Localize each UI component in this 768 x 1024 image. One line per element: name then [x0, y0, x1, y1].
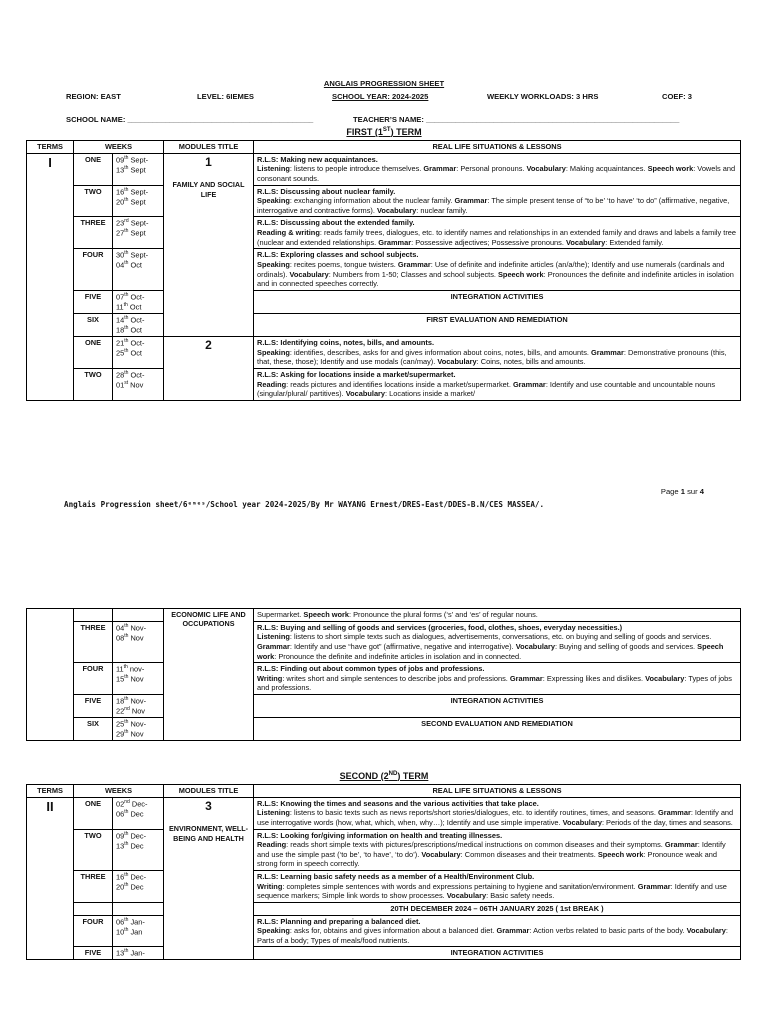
skill-text: : asks for, obtains and gives information about a balanced diet.	[289, 926, 497, 936]
skill-label: Vocabulary	[562, 817, 602, 827]
skill-label: Vocabulary	[515, 641, 555, 651]
term-continued	[27, 609, 74, 741]
page-gap	[0, 540, 768, 600]
skill-text: : Identify and use “have got” (affirmative, negative and interrogative).	[289, 641, 516, 651]
week-name: FOUR	[74, 663, 113, 695]
week-name: SIX	[74, 313, 113, 336]
skill-label: Grammar	[637, 881, 671, 891]
module-title: FAMILY AND SOCIAL LIFE	[172, 180, 245, 199]
skill-text: : Identify and use countable and uncountable nouns (singular/plural/ partitives).	[257, 379, 716, 399]
term-number: II	[27, 797, 74, 960]
weeks-header: WEEKS	[74, 141, 164, 154]
table-header-row	[27, 141, 741, 154]
skill-text: : recites poems, tongue twisters.	[289, 259, 398, 269]
skill-text: Supermarket.	[257, 610, 304, 619]
skill-label: Listening	[257, 808, 290, 818]
skill-text: : The simple present tense of “to be’ ‘to have’ ‘to do” (affirmative, negative, interrogative and contractive forms).	[257, 196, 730, 215]
skill-label: Speech work	[303, 610, 350, 619]
skill-text: : Numbers from 1-50; Classes and school subjects.	[328, 269, 498, 279]
week-name: ONE	[74, 797, 113, 829]
week-name: THREE	[74, 871, 113, 903]
lesson-cell	[254, 217, 741, 249]
coef-label: COEF: 3	[662, 92, 692, 101]
week-name: SIX	[74, 718, 113, 741]
week-dates	[113, 902, 164, 915]
table-row	[27, 829, 741, 871]
skill-text: : reads pictures and identifies locations inside a market/supermarket.	[286, 379, 513, 389]
skill-label: Grammar	[509, 673, 543, 683]
skill-label: Speaking	[257, 196, 290, 206]
weekly-workloads-label: WEEKLY WORKLOADS: 3 HRS	[487, 92, 599, 101]
second-term-table	[26, 784, 741, 960]
skill-label: Grammar	[257, 641, 290, 651]
lesson-cell	[254, 829, 741, 871]
skill-label: Listening	[257, 164, 290, 174]
week-name: TWO	[74, 369, 113, 401]
module-title: ECONOMIC LIFE AND OCCUPATIONS	[171, 610, 246, 629]
module-cell	[164, 609, 254, 741]
lesson-details	[257, 380, 737, 399]
skill-text: : Basic safety needs.	[486, 891, 555, 901]
skill-label: Speech work	[597, 849, 644, 859]
week-name: THREE	[74, 217, 113, 249]
lesson-cell	[254, 337, 741, 369]
skill-text: : Pronounce the plural forms (‘s’ and ‘es’ of regular nouns.	[349, 610, 538, 619]
rls-header: REAL LIFE SITUATIONS & LESSONS	[254, 141, 741, 154]
week-dates: 04th Nov- 08th Nov	[113, 621, 164, 663]
week-dates: 28th Oct- 01st Nov	[113, 369, 164, 401]
milestone-cell: FIRST EVALUATION AND REMEDIATION	[254, 313, 741, 336]
skill-label: Grammar	[512, 379, 546, 389]
skill-label: Vocabulary	[421, 849, 461, 859]
skill-label: Grammar	[496, 926, 530, 936]
table-row	[27, 695, 741, 718]
lesson-cell	[254, 871, 741, 903]
week-dates: 02nd Dec- 06th Dec	[113, 797, 164, 829]
teacher-name-field: TEACHER’S NAME: ____________________________________________________________	[353, 115, 680, 124]
skill-text: : Identify and use the simple past (‘to be’, ‘to have’, ‘to do’).	[257, 840, 726, 859]
week-dates: 30th Sept- 04th Oct	[113, 249, 164, 291]
milestone-cell: INTEGRATION ACTIVITIES	[254, 695, 741, 718]
lesson-cell	[254, 369, 741, 401]
skill-text: : Vowels and consonant sounds.	[257, 164, 736, 183]
rls-title: R.L.S: Asking for locations inside a market/supermarket.	[257, 370, 456, 379]
skill-label: Writing	[257, 673, 283, 683]
table-header-row	[27, 785, 741, 798]
week-name: THREE	[74, 621, 113, 663]
skill-label: Speaking	[257, 926, 290, 936]
lesson-details	[257, 164, 737, 183]
skill-label: Speech work	[647, 164, 694, 174]
module-cell	[164, 337, 254, 401]
skill-label: Grammar	[378, 237, 412, 247]
rls-title: R.L.S: Discussing about nuclear family.	[257, 186, 396, 196]
skill-text: : Common diseases and their treatments.	[460, 849, 598, 859]
week-dates: 16th Dec- 20th Dec	[113, 871, 164, 903]
table-row	[27, 290, 741, 313]
module-cell	[164, 153, 254, 337]
level-label: LEVEL: 6IEMES	[197, 92, 254, 101]
skill-text: : Types of jobs and professions.	[257, 673, 732, 693]
skill-label: Reading	[257, 379, 287, 389]
skill-label: Vocabulary	[645, 673, 685, 683]
modules-header: MODULES TITLE	[164, 785, 254, 798]
skill-text: : Pronounce the definite and indefinite articles in isolation and in connected.	[274, 651, 522, 661]
lesson-cell	[254, 185, 741, 217]
modules-header: MODULES TITLE	[164, 141, 254, 154]
week-dates: 09th Sept- 13th Sept	[113, 153, 164, 185]
table-row	[27, 249, 741, 291]
lesson-cell	[254, 153, 741, 185]
skill-label: Grammar	[657, 808, 691, 818]
rls-title: R.L.S: Making new acquaintances.	[257, 154, 378, 164]
skill-text: : Locations inside a market/	[385, 389, 476, 399]
skill-text: : Making acquaintances.	[565, 164, 648, 174]
lesson-details	[257, 840, 737, 869]
skill-text: : Use of definite and indefinite articles (an/a/the); Identify and use numerals (cardinals and ordinals).	[257, 259, 725, 279]
lesson-cell	[254, 249, 741, 291]
table-row	[27, 217, 741, 249]
lesson-cell	[254, 797, 741, 829]
term-number: I	[27, 153, 74, 400]
module-number: 3	[205, 798, 212, 813]
skill-label: Grammar	[591, 347, 624, 357]
milestone-cell: SECOND EVALUATION AND REMEDIATION	[254, 718, 741, 741]
skill-text: : listens to short simple texts such as dialogues, advertisements, conversations, etc. on buying and selling of goods and services.	[289, 632, 712, 642]
skill-text: : Coins, notes, bills and amounts.	[476, 357, 586, 367]
week-name: FOUR	[74, 249, 113, 291]
skill-text: : Expressing likes and dislikes.	[542, 673, 646, 683]
week-dates: 07th Oct- 11th Oct	[113, 290, 164, 313]
school-year-label: SCHOOL YEAR: 2024-2025	[332, 92, 429, 101]
table-row	[27, 915, 741, 947]
weeks-header: WEEKS	[74, 785, 164, 798]
week-name	[74, 902, 113, 915]
week-name: FIVE	[74, 947, 113, 960]
lesson-details	[257, 228, 737, 247]
skill-label: Vocabulary	[526, 164, 566, 174]
skill-text: : exchanging information about the nuclear family.	[289, 196, 455, 206]
break-row	[27, 902, 741, 915]
week-name: TWO	[74, 829, 113, 871]
first-term-title: FIRST (1ST) TERM	[346, 127, 422, 137]
milestone-cell: INTEGRATION ACTIVITIES	[254, 947, 741, 960]
terms-header: TERMS	[27, 785, 74, 798]
skill-text: : Periods of the day, times and seasons.	[601, 817, 733, 827]
skill-text: : Buying and selling of goods and services.	[554, 641, 698, 651]
lesson-details	[257, 882, 737, 901]
skill-label: Vocabulary	[686, 926, 726, 936]
week-dates: 14th Oct- 18th Oct	[113, 313, 164, 336]
first-term-table	[26, 140, 741, 401]
lesson-details	[257, 926, 737, 945]
week-dates	[113, 609, 164, 622]
skill-label: Vocabulary	[437, 357, 477, 367]
skill-text: : Possessive adjectives; Possessive pronouns.	[411, 237, 566, 247]
second-term-title: SECOND (2ND) TERM	[339, 771, 429, 781]
rls-title: R.L.S: Exploring classes and school subjects.	[257, 250, 419, 260]
region-label: REGION: EAST	[66, 92, 121, 101]
rls-title: R.L.S: Finding out about common types of jobs and professions.	[257, 664, 485, 674]
table-row	[27, 337, 741, 369]
skill-text: : Personal pronouns.	[456, 164, 527, 174]
table-row	[27, 621, 741, 663]
skill-label: Speech work	[257, 641, 724, 661]
week-dates: 13th Jan-	[113, 947, 164, 960]
skill-text: : Pronounce weak and strong form in speech correctly.	[257, 849, 717, 869]
terms-header: TERMS	[27, 141, 74, 154]
lesson-cell	[254, 663, 741, 695]
page-2	[0, 600, 768, 1024]
break-cell: 20TH DECEMBER 2024 – 06TH JANUARY 2025 ( 1st BREAK )	[254, 902, 741, 915]
skill-text: : nuclear family.	[416, 205, 468, 215]
skill-label: Speech work	[498, 269, 544, 279]
module-cell	[164, 797, 254, 960]
week-name: TWO	[74, 185, 113, 217]
table-row	[27, 797, 741, 829]
skill-label: Writing	[257, 881, 283, 891]
page-number: Page 1 sur 4	[660, 487, 704, 496]
skill-label: Vocabulary	[446, 891, 487, 901]
week-dates: 09th Dec- 13th Dec	[113, 829, 164, 871]
week-dates: 06th Jan- 10th Jan	[113, 915, 164, 947]
rls-title: R.L.S: Buying and selling of goods and services (groceries, food, clothes, shoes, everyday necessities.)	[257, 622, 623, 632]
skill-label: Listening	[257, 632, 290, 642]
skill-label: Grammar	[397, 259, 431, 269]
skill-label: Speaking	[257, 347, 290, 357]
milestone-cell: INTEGRATION ACTIVITIES	[254, 290, 741, 313]
skill-text: : listens to people introduce themselves.	[289, 164, 424, 174]
skill-text: : Demonstrative pronouns (this, that, these, those); Identify and use modals (can/may).	[257, 347, 727, 367]
sheet-title: ANGLAIS PROGRESSION SHEET	[323, 79, 445, 88]
table-row	[27, 153, 741, 185]
footer-line: Anglais Progression sheet/6ᵉᵐᵉˢ/School year 2024-2025/By Mr WAYANG Ernest/DRES-East/DDES-B.N/CES MASSEA/.	[64, 500, 545, 509]
skill-label: Reading	[257, 840, 287, 850]
lesson-cell	[254, 621, 741, 663]
table-row	[27, 609, 741, 622]
skill-label: Reading & writing	[257, 228, 320, 237]
lesson-cell	[254, 915, 741, 947]
week-name: ONE	[74, 337, 113, 369]
lesson-details	[257, 260, 737, 289]
week-name: FOUR	[74, 915, 113, 947]
week-name: FIVE	[74, 695, 113, 718]
lesson-cell	[254, 609, 741, 622]
module-number: 1	[205, 154, 212, 169]
week-name: FIVE	[74, 290, 113, 313]
week-name: ONE	[74, 153, 113, 185]
lesson-details	[257, 632, 737, 661]
lesson-details	[257, 674, 737, 693]
skill-text: : Pronounces the definite and indefinite articles in isolation and in connected speeches correctly.	[257, 269, 734, 289]
table-row	[27, 663, 741, 695]
skill-text: : Extended family.	[605, 237, 664, 247]
module-title: ENVIRONMENT, WELL-BEING AND HEALTH	[168, 824, 249, 843]
week-dates: 23rd Sept- 27th Sept	[113, 217, 164, 249]
skill-text: : Identify and use sequence markers; Simple link words to show processes.	[257, 881, 727, 901]
week-dates: 11th nov- 15th Nov	[113, 663, 164, 695]
rls-title: R.L.S: Discussing about the extended family.	[257, 218, 415, 228]
module-number: 2	[205, 338, 212, 353]
skill-text: : Parts of a body; Types of meals/food nutrients.	[257, 926, 728, 945]
week-dates: 18th Nov- 22nd Nov	[113, 695, 164, 718]
lesson-details	[257, 196, 737, 215]
skill-label: Grammar	[454, 196, 488, 206]
table-row	[27, 718, 741, 741]
skill-label: Vocabulary	[565, 237, 606, 247]
skill-label: Vocabulary	[345, 389, 386, 399]
week-dates: 16th Sept- 20th Sept	[113, 185, 164, 217]
skill-label: Vocabulary	[289, 269, 329, 279]
rls-title: R.L.S: Looking for/giving information on health and treating illnesses.	[257, 830, 503, 840]
rls-header: REAL LIFE SITUATIONS & LESSONS	[254, 785, 741, 798]
skill-text: : Action verbs related to basic parts of the body.	[529, 926, 687, 936]
skill-label: Grammar	[423, 164, 457, 174]
skill-text: : listens to basic texts such as news reports/short stories/dialogues, etc. to identify routines, times, and seasons.	[289, 808, 658, 818]
skill-text: : reads short simple texts with pictures/prescriptions/medical instructions on common diseases and their symptoms.	[286, 840, 665, 850]
skill-text: : completes simple sentences with words and expressions pertaining to hygiene and sanitation/environment.	[282, 881, 638, 891]
table-row	[27, 313, 741, 336]
week-dates: 21th Oct- 25th Oct	[113, 337, 164, 369]
skill-text: : identifies, describes, asks for and gives information about coins, notes, bills, and amounts.	[289, 347, 591, 357]
rls-title: R.L.S: Identifying coins, notes, bills, and amounts.	[257, 338, 434, 348]
table-row	[27, 947, 741, 960]
skill-text: : writes short and simple sentences to describe jobs and professions.	[282, 673, 510, 683]
lesson-details	[257, 808, 737, 827]
skill-label: Speaking	[257, 259, 290, 269]
week-name	[74, 609, 113, 622]
skill-text: : Identify and use interrogative words (how, what, which, when, why…); Identify and use simple imperative.	[257, 808, 734, 827]
lesson-details	[257, 348, 737, 367]
skill-label: Grammar	[664, 840, 698, 850]
rls-title: R.L.S: Knowing the times and seasons and the various activities that take place.	[257, 798, 539, 808]
first-term-table-continued	[26, 608, 741, 741]
rls-title: R.L.S: Planning and preparing a balanced diet.	[257, 916, 421, 926]
school-name-field: SCHOOL NAME: ____________________________________________	[66, 115, 314, 124]
table-row	[27, 871, 741, 903]
table-row	[27, 369, 741, 401]
rls-title: R.L.S: Learning basic safety needs as a member of a Health/Environment Club.	[257, 872, 535, 881]
skill-label: Vocabulary	[376, 205, 417, 215]
table-row	[27, 185, 741, 217]
week-dates: 25th Nov- 29th Nov	[113, 718, 164, 741]
skill-text: : reads family trees, dialogues, etc. to identify names and relationships in an extended family and draws and labels a family tree (nuclear and extended relationships.	[257, 228, 736, 247]
